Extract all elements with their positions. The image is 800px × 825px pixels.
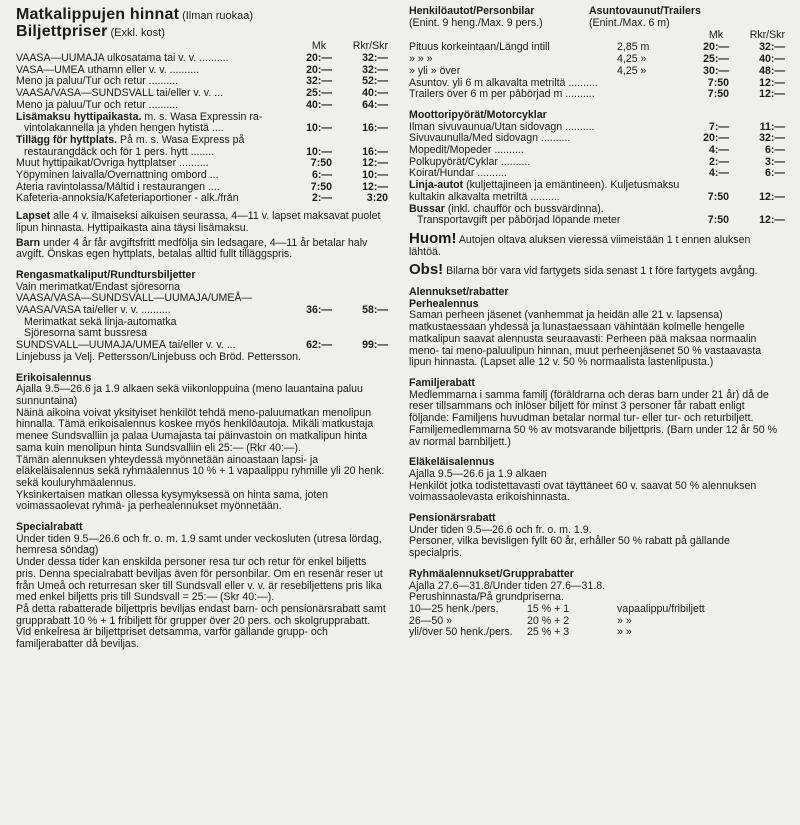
round-trip-route-1b: VAASA/VASA tai/eller v. v. .......... xyxy=(16,305,171,317)
group-discount-period: Ajalla 27.6—31.8/Under tiden 27.6—31.8. xyxy=(409,579,606,592)
discounts-title: Alennukset/rabatter xyxy=(409,286,509,299)
vehicle-subtitles: (Enint. 9 heng./Max. 9 pers.) (Enint./Max. 6 m) xyxy=(409,16,670,29)
price-skr: 48:— xyxy=(759,64,785,77)
group-cell: 25 % + 3 xyxy=(527,626,570,639)
price-row xyxy=(409,89,785,101)
note-sv: Obs! Bilarna bör vara vid fartygets sida senast 1 t före fartygets avgång. xyxy=(409,261,758,279)
price-mk: 30:— xyxy=(703,64,729,77)
bus-operator: Linjebuss ja Velj. Pettersson/Linjebuss och Bröd. Pettersson. xyxy=(16,350,302,363)
round-trip-sea-bus-sv: Sjöresorna samt bussresa xyxy=(24,327,148,340)
round-trip-sea-only: Vain merimatkat/Endast sjöresorna xyxy=(16,280,181,293)
price-label: Yöpyminen laivalla/Övernattning ombord ... xyxy=(16,170,219,182)
group-discount-base: Perushinnasta/På grundpriserna. xyxy=(409,591,564,604)
cabin-supplement: Tillägg för hyttplats. På m. s. Wasa Express på restaurangdäck och för 1 pers. hytt ........ 10:— 16:— xyxy=(16,133,388,158)
special-discount-sv-3: På detta rabatterade biljettpris beviljas endast barn- och pensionärsrabatt samt grupprabatt 10 % + 1 fribiljett för grupper över 20 pers. och skolgrupprabatt. xyxy=(16,602,386,627)
price-label: Trailers över 6 m per påbörjad m .......... xyxy=(409,89,595,101)
price-mid: 4,25 » xyxy=(617,64,647,77)
motorcycle-title: Moottoripyörät/Motorcyklar xyxy=(409,108,547,121)
pensioner-discount-fi-1: Ajalla 9.5—26.6 ja 1.9 alkaen xyxy=(409,467,547,480)
group-cell: » » xyxy=(617,626,632,639)
price-label: VASA—UMEÅ uthamn eller v. v. .......... xyxy=(16,64,200,76)
price-mk: 2:— xyxy=(708,155,729,168)
price-skr: 32:— xyxy=(759,41,785,54)
price-label: Meno ja paluu/Tur och retur .......... xyxy=(16,76,179,88)
price-row xyxy=(16,193,388,205)
pensioner-discount-sv-title: Pensionärsrabatt xyxy=(409,512,496,525)
title-finnish: Matkalippujen hinnat (Ilman ruokaa) xyxy=(16,6,253,23)
group-cell: 15 % + 1 xyxy=(527,602,570,615)
price-mk: 6:— xyxy=(311,169,332,182)
special-discount-fi-3: Tämän alennuksen yhteydessä myönnetään ainoastaan lapsi- ja eläkeläisalennus sekä ryhmäalennus 10 % + 1 vapaalippu ryhmille yli 20 henk. sekä kouluryhmäalennus. xyxy=(16,453,385,489)
special-discount-sv-2: Under dessa tider kan enskilda personer resa tur och retur för enkel biljetts pris. Denna specialrabatt beviljas även för personbilar. Om en resenär reser ut från Umeå och returresan sker till Sundsvall eller v. v. är resebiljettens pris lika med enkel biljetts pris till Sundsvall = 25:— (Skr 40:—). xyxy=(16,556,383,604)
price-mk: 40:— xyxy=(306,98,332,111)
price-mk: 7:50 xyxy=(707,88,729,101)
price-mk: 25:— xyxy=(306,87,332,100)
special-discount-sv-1: Under tiden 9.5—26.6 och fr. o. m. 1.9 samt under veckosluten (utresa lördag, hemresa söndag) xyxy=(16,532,382,557)
price-row xyxy=(409,145,785,157)
vehicle-titles: Henkilöautot/Personbilar Asuntovaunut/Trailers xyxy=(409,5,701,17)
price-mk: 25:— xyxy=(703,53,729,66)
price-label: Koirat/Hundar .......... xyxy=(409,168,507,180)
price-skr: 64:— xyxy=(362,98,388,111)
group-cell: yli/över 50 henk./pers. xyxy=(409,626,513,639)
coach-fi: Linja-autot (kuljettajineen ja emäntineen). Kuljetusmaksu kultakin alkavalta metriltä .......... 7:50 12:— xyxy=(409,180,785,203)
title-swedish: Biljettpriser (Exkl. kost) xyxy=(16,23,165,40)
round-trip-title: Rengasmatkaliput/Rundtursbiljetter xyxy=(16,268,196,281)
price-skr: 10:— xyxy=(362,169,388,182)
vehicle-column-headers: Mk Rkr/Skr xyxy=(708,29,785,42)
group-cell: vapaalippu/fribiljett xyxy=(617,602,705,615)
price-label: Polkupyörät/Cyklar .......... xyxy=(409,156,531,168)
price-mid: 2,85 m xyxy=(617,41,650,54)
price-mk: 7:— xyxy=(708,120,729,133)
group-cell: 10—25 henk./pers. xyxy=(409,602,499,615)
group-cell: » » xyxy=(617,614,632,627)
price-skr: 3:— xyxy=(764,155,785,168)
special-discount-fi-2: Näinä aikoina voivat yksityiset henkilöt tehdä meno-paluumatkan menolipun hinnalla. Tämä erikoisalennus koskee myös henkilöautoja. Mikäli matkustaja menee Sundsvalliin ja palaa Uumajasta tai päinvastoin on matkalipun hinta sama kuin menolipun hinta Sundsvalliin eli 25:— (Rkr 40:—). xyxy=(16,406,374,454)
column-skr: Rkr/Skr xyxy=(352,40,388,52)
round-trip-route-2: SUNDSVALL—UUMAJA/UMEÅ tai/eller v. v. ... xyxy=(16,340,236,352)
special-discount-sv-title: Specialrabatt xyxy=(16,521,83,534)
pensioner-discount-fi-title: Eläkeläisalennus xyxy=(409,456,495,469)
note-fi: Huom! Autojen oltava aluksen vieressä viimeistään 1 t ennen aluksen lähtöä. xyxy=(409,229,751,258)
price-mk: 20:— xyxy=(703,41,729,54)
special-discount-fi-4: Yksinkertaisen matkan ollessa kysymyksessä on hinta sama, joten voimassaolevat ryhmä- ja perhealennukset myönnetään. xyxy=(16,488,329,513)
group-cell: 26—50 » xyxy=(409,614,452,627)
price-mid: 4,25 » xyxy=(617,53,647,66)
price-mk: 4:— xyxy=(708,144,729,157)
price-skr: 3:20 xyxy=(366,192,388,205)
price-label: Ateria ravintolassa/Måltid i restaurangen .... xyxy=(16,181,220,193)
group-discount-title: Ryhmäalennukset/Grupprabatter xyxy=(409,567,574,580)
group-row xyxy=(409,627,785,639)
motorcycle-price-list xyxy=(409,122,785,181)
family-discount-fi-title: Perhealennus xyxy=(409,297,479,310)
pensioner-discount-sv-1: Under tiden 9.5—26.6 och fr. o. m. 1.9. xyxy=(409,523,592,536)
price-skr: 12:— xyxy=(759,76,785,89)
price-column-headers xyxy=(16,41,388,53)
group-discount-list xyxy=(409,604,785,639)
price-skr: 52:— xyxy=(362,75,388,88)
price-skr: 12:— xyxy=(759,88,785,101)
cabin-surcharge: Lisämaksu hyttipaikasta. m. s. Wasa Expressin ra- vintolakannella ja yhden hengen hytistä .... 10:— 16:— xyxy=(16,110,388,135)
children-fi: Lapset alle 4 v. ilmaiseksi aikuisen seurassa, 4—11 v. lapset maksavat puolet lipun hinnasta. Hyttipaikasta aina täysi lisämaksu. xyxy=(16,210,381,234)
special-discount-fi-title: Erikoisalennus xyxy=(16,371,92,384)
family-discount-fi: Saman perheen jäsenet (vanhemmat ja heidän alle 21 v. lapsensa) matkustaessaan yhdessä ja lunastaessaan vähintään kolmelle hengelle matkalipun saavat alennusta seuraavasti: Perheen pää maksaa normaalin meno- tai meno-paluulipun hinnan, muut perheenjäsenet 50 % vastaavasta lipun hinnasta. (Lapset alle 12 v. 50 % normaalista lastenlipusta.) xyxy=(409,309,762,369)
price-mk: 7:50 xyxy=(310,157,332,170)
round-trip-sea-bus-fi: Merimatkat sekä linja-automatka xyxy=(24,315,177,328)
price-mk: 2:— xyxy=(311,192,332,205)
price-skr: 32:— xyxy=(362,63,388,76)
price-label: Pituus korkeintaan/Längd intill xyxy=(409,42,550,54)
price-skr: 6:— xyxy=(764,167,785,180)
price-mk: 20:— xyxy=(306,63,332,76)
extra-price-list xyxy=(16,158,388,205)
price-row xyxy=(16,158,388,170)
price-row xyxy=(16,182,388,194)
price-skr: 40:— xyxy=(362,87,388,100)
price-mk: 4:— xyxy=(708,167,729,180)
price-skr: 40:— xyxy=(759,53,785,66)
price-label: Meno ja paluu/Tur och retur .......... xyxy=(16,99,179,111)
round-trip-route-1: VAASA/VASA—SUNDSVALL—UUMAJA/UMEÅ— xyxy=(16,292,253,305)
pensioner-discount-sv-2: Personer, vilka bevisligen fyllt 60 år, erhåller 50 % rabatt på gällande specialpris. xyxy=(409,535,730,560)
price-row xyxy=(16,76,388,88)
price-skr: 12:— xyxy=(362,180,388,193)
price-mk: 20:— xyxy=(703,132,729,145)
price-mk: 7:50 xyxy=(707,76,729,89)
group-cell: 20 % + 2 xyxy=(527,614,570,627)
price-row xyxy=(16,88,388,100)
price-row xyxy=(16,53,388,65)
price-skr: 12:— xyxy=(362,157,388,170)
price-mk: 7:50 xyxy=(310,180,332,193)
price-skr: 6:— xyxy=(764,144,785,157)
passenger-price-list xyxy=(16,53,388,112)
price-skr: 32:— xyxy=(759,132,785,145)
coach-sv: Bussar (inkl. chaufför och bussvärdinna). Transportavgift per påbörjad löpande meter 7:50 12:— xyxy=(409,202,785,227)
price-skr: 11:— xyxy=(759,120,785,133)
right-column xyxy=(409,6,785,639)
price-row xyxy=(16,170,388,182)
price-label: Ilman sivuvaunua/Utan sidovagn .......... xyxy=(409,121,595,133)
price-label: VAASA—UUMAJA ulkosatama tai v. v. .......... xyxy=(16,53,229,64)
price-skr: 32:— xyxy=(362,52,388,64)
price-mk: 32:— xyxy=(306,75,332,88)
price-label: Mopedit/Mopeder .......... xyxy=(409,145,524,157)
price-label: Asuntov. yli 6 m alkavalta metriltä .......... xyxy=(409,77,598,89)
price-label: Kafeteria-annoksia/Kafeteriaportioner - alk./från xyxy=(16,193,239,205)
left-column: Matkalippujen hinnat (Ilman ruokaa) Biljettpriser (Exkl. kost) Mk Rkr/Skr VAASA—UUMAJA ulkosatama tai v. v. .......... 20:— 32:— VASA—UMEÅ uthamn eller v. v. .......... 20:— 32:— Meno ja paluu/Tur och retur .......... 32:— 52:— VAASA/VASA—SUNDSVALL tai/eller v. v. ... 25:— 40:— Meno ja paluu/Tur och retur .......... 40:— 64:— Lisämaksu hyttipaikasta. m. s. Wasa Expressin ra- vintolakannella ja yhden hengen hytistä .... 10:— 16:— Tillägg för hyttplats. På m. s. Wasa Express på restaurangdäck och för 1 pers. hytt ........ 10:— 16:— Muut hyttipaikat/Övriga hyttplatser .......... 7:50 12:— Yöpyminen laivalla/Övernattning ombord ... 6:— 10:— Ateria ravintolassa/Måltid i restaurangen .... 7:50 12:— Kafeteria-annoksia/Kafeteriaportioner - alk./från 2:— 3:20 Lapset alle 4 v. ilmaiseksi aikuisen seurassa, 4—11 v. lapset maksavat puolet lipun hinnasta. Hyttipaikasta aina täysi lisämaksu. Barn under 4 år får avgiftsfritt medfölja sin ledsagare, 4—11 år betalar halv avgift. Önskas egen hyttplats, betalas alltid fullt tilläggspris. Rengasmatkaliput/Rundtursbiljetter Vain merimatkat/Endast sjöresorna VAASA/VASA—SUNDSVALL—UUMAJA/UMEÅ— VAASA/VASA tai/eller v. v. .......... 36:— 58:— Merimatkat sekä linja-automatka Sjöresorna samt bussresa SUNDSVALL—UUMAJA/UMEÅ tai/eller v. v. ... 62:— 99:— Linjebuss ja Velj. Pettersson/Linjebuss och Bröd. Pettersson. Erikoisalennus Ajalla 9.5—26.6 ja 1.9 alkaen sekä viikonloppuina (meno lauantaina paluu sunnuntaina) Näinä aikoina voivat yksityiset henkilöt tehdä meno-paluumatkan menolipun hinnalla. Tämä erikoisalennus koskee myös henkilöautoja. Mikäli matkustaja menee Sundsvalliin ja palaa Uumajasta tai päinvastoin on matkalipun hinta sama kuin menolipun hinta Sundsvalliin eli 25:— (Rkr 40:—). Tämän alennuksen yhteydessä myönnetään ainoastaan lapsi- ja eläkeläisalennus sekä ryhmäalennus 10 % + 1 vapaalippu ryhmille yli 20 henk. sekä kouluryhmäalennus. Yksinkertaisen matkan ollessa kysymyksessä on hinta sama, joten voimassaolevat ryhmä- ja perhealennukset myönnetään. Specialrabatt Under tiden 9.5—26.6 och fr. o. m. 1.9 samt under veckosluten (utresa lördag, hemresa söndag) Under dessa tider kan enskilda personer resa tur och retur för enkel biljetts pris. Denna specialrabatt beviljas även för personbilar. Om en resenär reser ut från Umeå och returresan sker till Sundsvall eller v. v. är resebiljettens pris lika med enkel biljetts pris till Sundsvall = 25:— (Skr 40:—). På detta rabatterade biljettpris beviljas endast barn- och pensionärsrabatt samt grupprabatt 10 % + 1 fribiljett för grupper över 20 pers. och skolgrupprabatt. Vid enkelresa är biljettpriset detsamma, varför gällande grupp- och familjerabatter då beviljas. xyxy=(16,6,388,651)
family-discount-sv-title: Familjerabatt xyxy=(409,376,475,389)
price-label: Sivuvaunulla/Med sidovagn .......... xyxy=(409,133,571,145)
price-label: Muut hyttipaikat/Övriga hyttplatser .......... xyxy=(16,158,209,170)
special-discount-sv-4: Vid enkelresa är biljettpriset detsamma, varför gällande grupp- och familjerabatter då beviljas. xyxy=(16,626,328,651)
price-label: » yli » över xyxy=(409,65,461,77)
special-discount-fi-1: Ajalla 9.5—26.6 ja 1.9 alkaen sekä viikonloppuina (meno lauantaina paluu sunnuntaina) xyxy=(16,383,363,407)
pensioner-discount-fi-2: Henkilöt jotka todistettavasti ovat täyttäneet 60 v. saavat 50 % alennuksen voimassaolevasta erikoishinnasta. xyxy=(409,479,757,504)
price-row xyxy=(409,66,785,78)
children-sv: Barn under 4 år får avgiftsfritt medfölja sin ledsagare, 4—11 år betalar halv avgift. Önskas egen hyttplats, betalas alltid fullt tilläggspris. xyxy=(16,236,368,261)
price-label: » » » xyxy=(409,54,433,66)
family-discount-sv: Medlemmarna i samma familj (föräldrarna och deras barn under 21 år) då de reser tillsammans och inlöser biljett för minst 3 personer får rabatt enligt följande: Familjens huvudman betalar normal tur- eller tur- och returbiljett. Familjemedlemmarna 50 % av motsvarande biljettpris. (Barn under 12 år 50 % av normal barnbiljett.) xyxy=(409,388,778,448)
price-label: VAASA/VASA—SUNDSVALL tai/eller v. v. ... xyxy=(16,88,224,100)
vehicle-price-list xyxy=(409,42,785,101)
price-row xyxy=(16,65,388,77)
column-mk: Mk xyxy=(311,40,326,52)
group-row xyxy=(409,604,785,616)
price-mk: 20:— xyxy=(306,52,332,64)
price-row xyxy=(409,168,785,180)
